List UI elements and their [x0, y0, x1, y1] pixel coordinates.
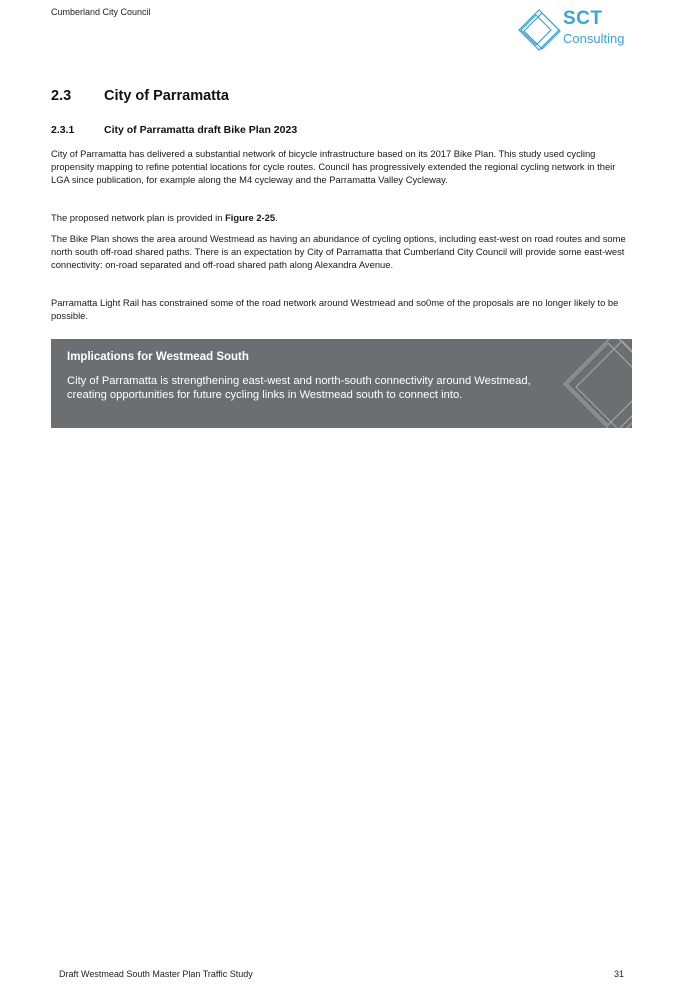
implications-callout [51, 339, 632, 428]
paragraph-text: The proposed network plan is provided in [51, 212, 226, 223]
logo-text-main: SCT [563, 8, 603, 29]
diamond-decoration-icon [556, 339, 632, 428]
section-heading [51, 88, 229, 104]
logo-text-sub: Consulting [563, 31, 625, 46]
paragraph-bike-plan-overview: City of Parramatta has delivered a substantial network of bicycle infrastructure based on its 2017 Bike Plan. This study used cycling propensity mapping to refine potential locations for cycle routes. Council has progressively extended the regional cycling network in their LGA since publication, for example along the M4 cycleway and the Parramatta Valley Cycleway. [51, 148, 616, 185]
callout-text: City of Parramatta is strengthening east-west and north-south connectivity around Westmead, creating opportunities for future cycling links in Westmead south to connect into. [67, 375, 531, 401]
paragraph-network-plan-reference [51, 211, 631, 224]
footer-document-title: Draft Westmead South Master Plan Traffic Study [59, 969, 253, 979]
paragraph-light-rail: Parramatta Light Rail has constrained some of the road network around Westmead and so0me of the proposals are no longer likely to be possible. [51, 297, 619, 321]
figure-reference-link[interactable]: Figure 2-25 [225, 212, 276, 223]
paragraph-westmead-options: The Bike Plan shows the area around Westmead as having an abundance of cycling options, including east-west on road routes and some north south off-road shared paths. There is an expectation by City of Parramatta that Cumberland City Council will provide some east-west connectivity: on-road separated and off-road shared path along Alexandra Avenue. [51, 233, 626, 270]
section-title: City of Parramatta [104, 88, 229, 104]
paragraph-text: . [275, 212, 278, 223]
footer-page-number: 31 [614, 969, 625, 979]
subsection-title: City of Parramatta draft Bike Plan 2023 [104, 124, 298, 136]
section-number: 2.3 [51, 88, 72, 104]
diamond-logo-icon [518, 9, 564, 51]
sct-consulting-logo [518, 9, 638, 51]
subsection-heading [51, 124, 297, 136]
header-organisation: Cumberland City Council [51, 7, 151, 17]
subsection-number: 2.3.1 [51, 124, 75, 136]
callout-title: Implications for Westmead South [67, 351, 249, 363]
